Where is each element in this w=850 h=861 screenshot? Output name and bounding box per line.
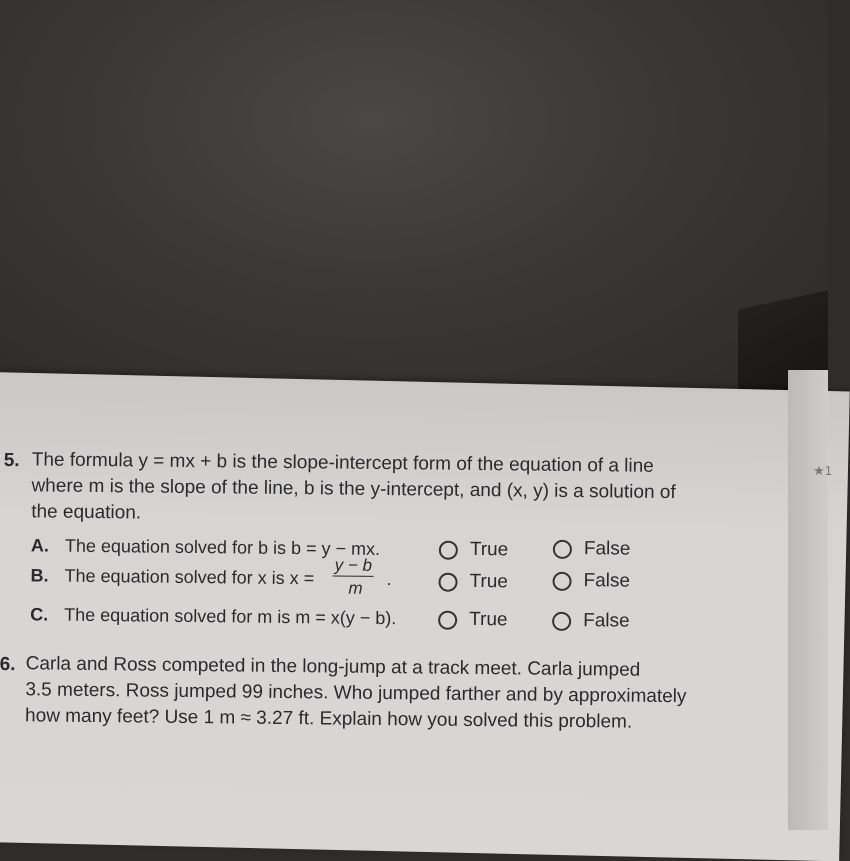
option-a-true-choice[interactable] [439, 539, 509, 562]
option-b-letter: B. [30, 565, 49, 586]
option-c-true-label: True [469, 608, 508, 631]
question-5-line-2: where m is the slope of the line, b is the y-intercept, and (x, y) is a solution of [31, 475, 676, 504]
option-c-false-label: False [583, 610, 630, 632]
question-5-line-3: the equation. [31, 501, 142, 524]
worksheet-content [0, 440, 828, 829]
option-a-false-label: False [583, 538, 631, 560]
radio-icon[interactable] [439, 540, 458, 559]
option-b-fraction-numerator: y − b [333, 555, 375, 576]
option-c-true-choice[interactable] [438, 609, 508, 632]
radio-icon[interactable] [553, 539, 572, 558]
option-c-text: The equation solved for m is m = x(y − b). [64, 604, 397, 629]
option-b-false-label: False [583, 570, 631, 592]
dark-background [0, 0, 828, 400]
option-a-text: The equation solved for b is b = y − mx. [64, 535, 381, 559]
option-b-period: . [386, 569, 392, 590]
option-a-false-choice[interactable] [553, 538, 631, 561]
option-a-letter: A. [30, 535, 50, 556]
option-b-false-choice[interactable] [552, 570, 630, 593]
question-5-line-1: The formula y = mx + b is the slope-intercept form of the equation of a line [31, 449, 654, 477]
question-6-line-2: 3.5 meters. Ross jumped 99 inches. Who jumped farther and by approximately [25, 679, 687, 708]
question-5-number: 5. [3, 450, 20, 472]
option-b-text: The equation solved for x is x = [64, 565, 315, 589]
option-b-true-label: True [469, 570, 509, 593]
radio-icon[interactable] [552, 571, 571, 590]
radio-icon[interactable] [438, 572, 457, 591]
radio-icon[interactable] [552, 611, 571, 630]
option-b-true-choice[interactable] [438, 571, 508, 594]
question-6-line-3: how many feet? Use 1 m ≈ 3.27 ft. Explain how you solved this problem. [25, 705, 633, 733]
option-c-letter: C. [30, 604, 49, 625]
radio-icon[interactable] [438, 610, 457, 629]
option-a-true-label: True [469, 538, 509, 561]
option-b-fraction-denominator: m [348, 578, 363, 598]
side-mark: ★1 [813, 463, 832, 478]
question-6-line-1: Carla and Ross competed in the long-jump at a track meet. Carla jumped [25, 653, 641, 681]
option-c-false-choice[interactable] [552, 610, 630, 633]
question-6-number: 6. [0, 654, 16, 676]
